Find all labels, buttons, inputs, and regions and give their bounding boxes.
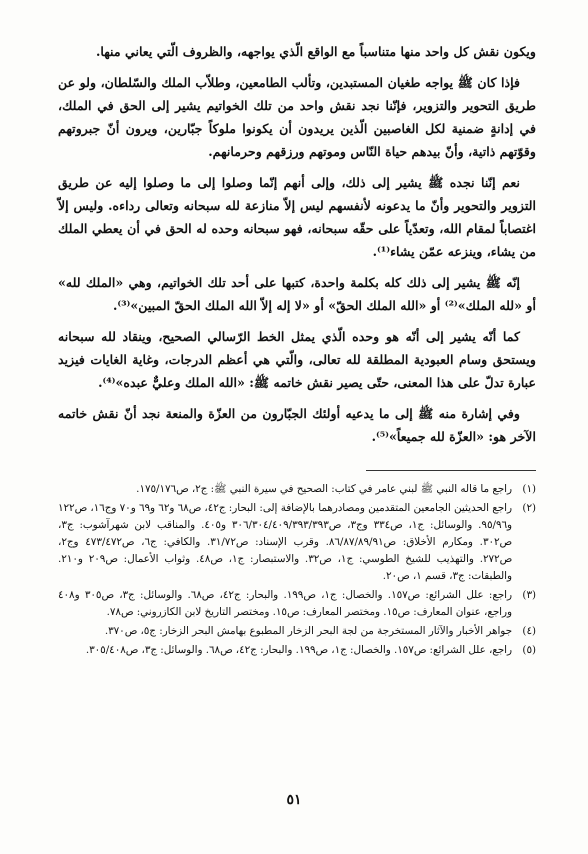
- body-paragraph: كما أنّه يشير إلى أنّه هو وحده الّذي يمثل الخط الرّسالي الصحيح، وينقاد لله سبحانه ويستحق وسام العبودية المطلقة لله تعالى، والّتي هي أعظم الدرجات، وغاية الغايات فيزيد عبارة تدلّ على هذا المعنى، حتّى يصير نقش خاتمه ﷺ: «الله الملك وعليٌّ عبده»⁽⁴⁾.: [58, 329, 536, 390]
- footnote-separator: [366, 470, 536, 471]
- footnote: [58, 500, 536, 585]
- body-paragraph: ويكون نقش كل واحد منها متناسباً مع الواقع الّذي يواجهه، والظروف الّتي يعاني منها.: [96, 44, 536, 59]
- footnote-number: (٣): [522, 589, 536, 601]
- footnote-number: (٢): [522, 502, 536, 514]
- body-paragraph: إنّه ﷺ يشير إلى ذلك كله بكلمة واحدة، كتبها على أحد تلك الخواتيم، وهي «الملك لله» أو «لله الملك»⁽²⁾ أو «الله الملك الحقّ» أو «لا إله إلاّ الله الملك الحقّ المبين»⁽³⁾.: [58, 275, 536, 313]
- book-page: [58, 40, 536, 840]
- footnote-text: راجع ما قاله النبي ﷺ لبني عامر في كتاب: الصحيح في سيرة النبي ﷺ: ج٢، ص١٧٥/١٧٦.: [136, 483, 512, 495]
- footnote: [58, 623, 536, 640]
- page-number: ٥١: [286, 792, 302, 808]
- footnote-number: (٤): [522, 625, 536, 637]
- footnote: [58, 587, 536, 621]
- body-paragraph: نعم إنّنا نجده ﷺ يشير إلى ذلك، وإلى أنهم إنّما وصلوا إلى ما وصلوا إليه عن طريق التزوير والتحوير وأنّ ما يدعونه لأنفسهم ليس إلاّ منازعة لله سبحانه وتعالى رداءه. وليس إلاّ اغتصاباً لمقام الله، وتعدّياً على حقّه سبحانه، فهو سبحانه وحده له الحق في أن يعطي الملك من يشاء، وينزعه عمّن يشاء⁽¹⁾.: [58, 175, 536, 259]
- footnote-number: (٥): [522, 644, 536, 656]
- footnote: [58, 642, 536, 659]
- body-paragraph: وفي إشارة منه ﷺ إلى ما يدعيه أولئك الجبّارون من العزّة والمنعة نجد أنّ نقش خاتمه الآخر هو: «العزّة لله جميعاً»⁽⁵⁾.: [58, 406, 536, 444]
- footnote: [58, 481, 536, 498]
- footnotes: [58, 481, 536, 659]
- body-paragraph: فإذا كان ﷺ يواجه طغيان المستبدين، وتألب الطامعين، وطلاّب الملك والسّلطان، ولو عن طريق التحوير والتزوير، فإنّنا نجد نقش واحد من تلك الخواتيم يشير إلى الحق في الملك، في إدانةٍ ضمنية لكل الغاصبين الّذين يريدون أن يكونوا ملوكاً جبّارين، ويرون أنّ جبروتهم وقوّتهم ذاتية، وأنّ بيدهم حياة النّاس وموتهم ورزقهم وحرمانهم.: [58, 75, 536, 159]
- footnote-text: جواهر الأخبار والآثار المستخرجة من لجة البحر الزخار المطبوع بهامش البحر الزخار: ج٥، ص٣٧٠.: [104, 625, 512, 637]
- footnote-text: راجع الحديثين الجامعين المتقدمين ومصادرهما بالإضافة إلى: البحار: ج٤٢، ص٦٨ و٦٢ و٦٩ و٧٠ وج١٦، ص١٢٢ و٩٥/٩٦. والوسائل: ج١، ص٣٣٤ وج٣، ص٣٠٦/٣٠٤/٤٠٩/٣٩٣/٣٩٣ و٤٠٥. والمناقب لابن شهرآشوب: ج٣، ص٣٠٢. ومكارم الأخلاق: ص٨٦/٨٧/٨٩/٩١. وقرب الإسناد: ص٣١/٧٢. والكافي: ج٦، ص٤٧٣/٤٧٢ وج٢، ص٢٧٢. والتهذيب للشيخ الطوسي: ج١، ص٣٢. والاستبصار: ج١، ص٤٨. وثواب الأعمال: ص٢٠٩ و٢١٠. والطبقات: ج٣، قسم ١، ص٢٠.: [58, 502, 513, 582]
- footnote-text: راجع، علل الشرائع: ص١٥٧. والخصال: ج١، ص١٩٩. والبحار: ج٤٢، ص٦٨. والوسائل: ج٣، ص٣٠٥/٤٠٨.: [85, 644, 512, 656]
- footnote-number: (١): [522, 483, 536, 495]
- footnote-text: راجع: علل الشرائع: ص١٥٧. والخصال: ج١، ص١٩٩. والبحار: ج٤٢، ص٦٨. والوسائل: ج٣، ص٣٠٥ و٤٠٨ وراجع، عنوان المعارف: ص١٥. ومختصر المعارف: ص١٥. ومختصر التاريخ لابن الكازروني: ص٧٨.: [58, 589, 513, 618]
